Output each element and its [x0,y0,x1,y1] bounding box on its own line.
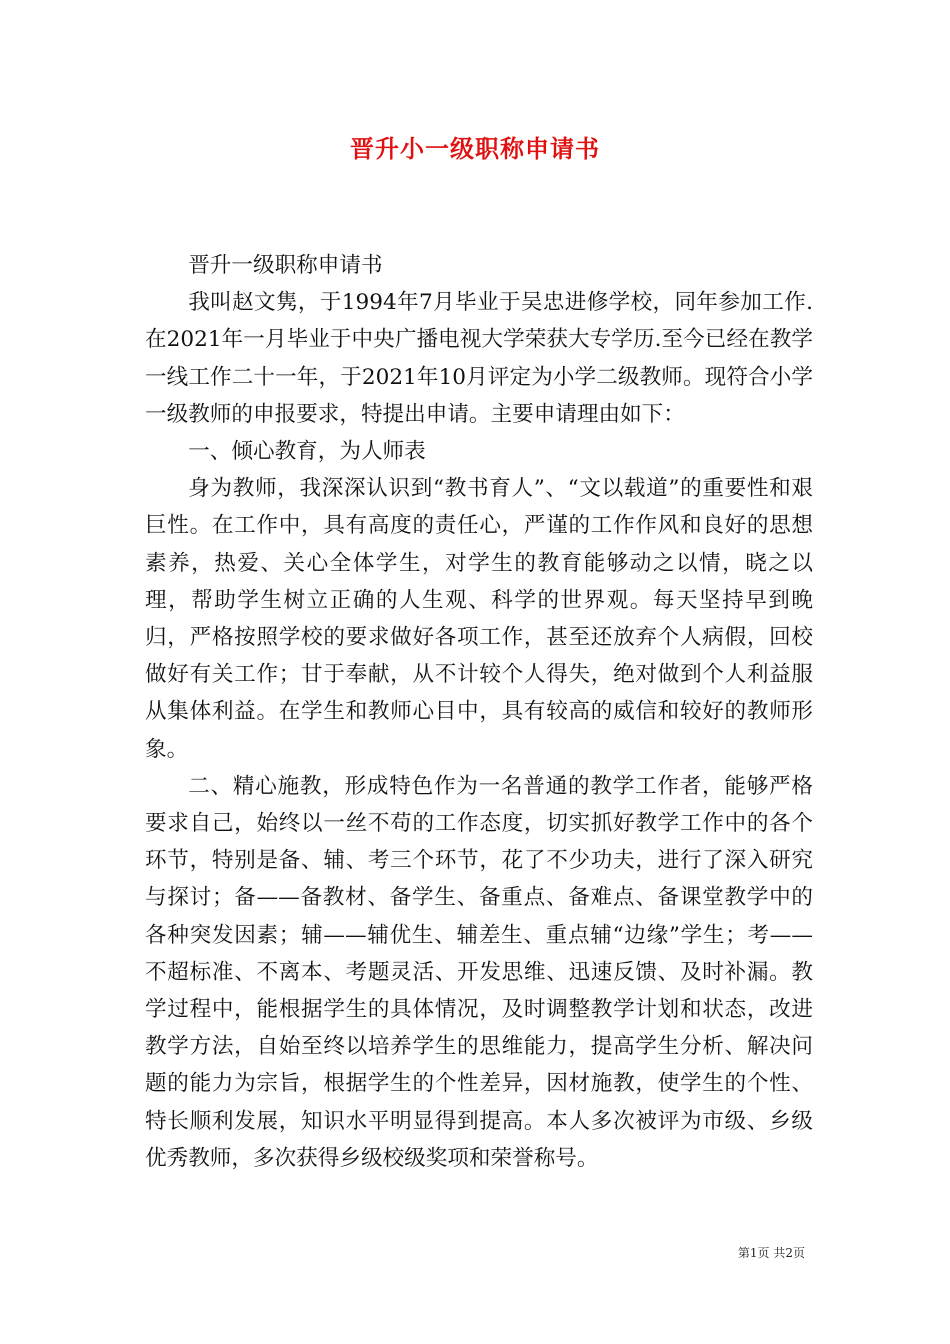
paragraph-section-two: 二、精心施教，形成特色作为一名普通的教学工作者，能够严格要求自己，始终以一丝不苟的工作态度，切实抓好教学工作中的各个环节，特别是备、辅、考三个环节，花了不少功夫，进行了深入研究与探讨；备——备教材、备学生、备重点、备难点、备课堂教学中的各种突发因素；辅——辅优生、辅差生、重点辅“边缘”学生；考——不超标准、不离本、考题灵活、开发思维、迅速反馈、及时补漏。教学过程中，能根据学生的具体情况，及时调整教学计划和状态，改进教学方法，自始至终以培养学生的思维能力，提高学生分析、解决问题的能力为宗旨，根据学生的个性差异，因材施教，使学生的个性、特长顺利发展，知识水平明显得到提高。本人多次被评为市级、乡级优秀教师，多次获得乡级校级奖项和荣誉称号。 [145,773,813,1171]
page-number-footer: 第1页 共2页 [737,1246,805,1260]
section-heading-one: 一、倾心教育，为人师表 [188,439,426,465]
paragraph-intro: 我叫赵文隽，于1994年7月毕业于吴忠进修学校，同年参加工作.在2021年一月毕业于中央广播电视大学荣获大专学历.至今已经在教学一线工作二十一年，于2021年10月评定为小学二级教师。现符合小学一级教师的申报要求，特提出申请。主要申请理由如下： [145,290,813,427]
document-body [145,247,813,1177]
paragraph-section-one: 身为教师，我深深认识到“教书育人”、“文以载道”的重要性和艰巨性。在工作中，具有高度的责任心，严谨的工作作风和良好的思想素养，热爱、关心全体学生，对学生的教育能够动之以情，晓之以理，帮助学生树立正确的人生观、科学的世界观。每天坚持早到晚归，严格按照学校的要求做好各项工作，甚至还放弃个人病假，回校做好有关工作；甘于奉献，从不计较个人得失，绝对做到个人利益服从集体利益。在学生和教师心目中，具有较高的威信和较好的教师形象。 [145,476,813,762]
paragraph-heading: 晋升一级职称申请书 [188,253,383,278]
document-title: 晋升小一级职称申请书 [350,134,600,163]
